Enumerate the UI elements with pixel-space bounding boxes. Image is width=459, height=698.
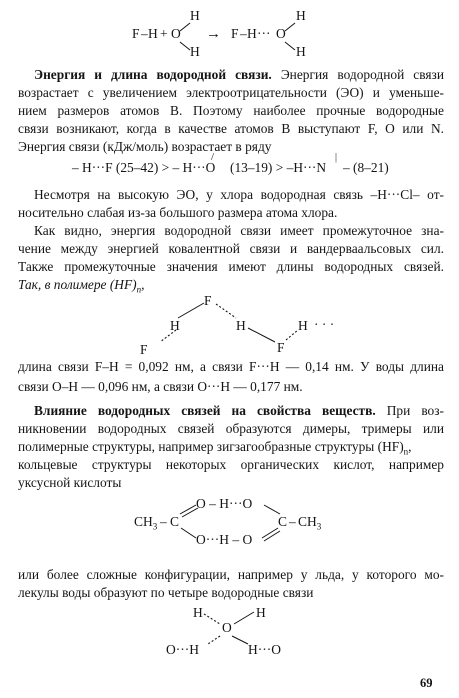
series-part1: – H···F (25–42) > – H···O xyxy=(72,160,216,175)
formula-h: H xyxy=(148,26,158,41)
series-part2: (13–19) > –H···N xyxy=(230,160,327,175)
chain-h2: H xyxy=(236,318,246,333)
series-n-bond: | xyxy=(335,152,338,163)
dimer-right-ch3: $CH_3$ xyxy=(298,514,322,532)
formula-h-bottom: H xyxy=(190,44,200,59)
product-dash: – xyxy=(240,26,247,41)
chain-f3: F xyxy=(277,340,285,355)
product-h: H xyxy=(247,26,257,41)
dimer-left-c: C xyxy=(170,514,180,529)
para3-line4: Так, в полимере $(HF)_n$, xyxy=(18,277,145,295)
para3-line2: чение между энергией ковалентной связи и вандерваальсовых сил. xyxy=(18,241,444,256)
para3-line1: Как видно, энергия водородной связи имеет промежуточное зна- xyxy=(34,223,444,238)
chain-f2: F xyxy=(140,342,148,357)
dimer-bonds xyxy=(174,500,286,544)
series-o-bond: / xyxy=(211,151,215,163)
formula-o: O xyxy=(171,26,181,41)
formula-plus: + xyxy=(160,26,168,41)
chain-h3: H xyxy=(298,318,308,333)
para1-line3: нием размеров атомов В. Поэтому наиболее прочные водородные xyxy=(18,103,444,118)
ice-bonds xyxy=(190,602,270,652)
formula-h-top: H xyxy=(190,8,200,23)
product-h-bottom: H xyxy=(296,44,306,59)
product-h-top: H xyxy=(296,8,306,23)
ice-h-top-left: H xyxy=(193,605,203,620)
formula-dash: – xyxy=(141,26,148,41)
product-dots: ··· xyxy=(257,26,271,41)
product-bonds xyxy=(283,18,299,54)
para5-line5: уксусной кислоты xyxy=(18,475,122,490)
dimer-top: O – H···O xyxy=(196,496,253,511)
para6-line2: лекулы воды образуют по четыре водородные связи xyxy=(18,585,314,600)
product-f: F xyxy=(231,26,239,41)
para5-line2: никновении водородных связей образуются димеры, тримеры или xyxy=(18,421,444,436)
para1-line5: Энергия связи (кДж/моль) возрастает в ряду xyxy=(18,139,272,154)
para5-line3: полимерные структуры, например зигзагообразные структуры $(HF)_n$, xyxy=(18,439,412,457)
para1-line2: возрастает с увеличением электроотрицательности (ЭО) и уменьше- xyxy=(18,85,444,100)
dimer-right-dash: – xyxy=(289,514,296,529)
chain-bonds xyxy=(150,300,300,350)
para3-line3: Также промежуточные значения имеют длины водородных связей. xyxy=(18,259,444,274)
formula-f: F xyxy=(132,26,140,41)
ice-h-top-right: H xyxy=(256,605,266,620)
para1-line4: связи возникают, когда в качестве атомов В выступают F, О или N. xyxy=(18,121,444,136)
section-heading-influence: Влияние водородных связей на свойства веществ. xyxy=(34,403,376,418)
para4-line2: связи O–H — 0,096 нм, а связи O···H — 0,177 нм. xyxy=(18,379,303,394)
page-number: 69 xyxy=(420,676,433,690)
reaction-arrow: → xyxy=(206,26,221,42)
para2-line1: Несмотря на высокую ЭО, у хлора водородная связь –H···Cl– от- xyxy=(34,187,444,202)
dimer-right-c: C xyxy=(278,514,288,529)
dimer-left-ch3: $CH_3$ xyxy=(134,514,158,532)
ice-ho-bottom-right: H···O xyxy=(248,642,281,657)
dimer-bottom: O···H – O xyxy=(196,532,253,547)
ice-oh-bottom-left: O···H xyxy=(166,642,199,657)
para2-line2: носительно слабая из-за большого размера атома хлора. xyxy=(18,205,338,220)
chain-dots: · · · xyxy=(314,317,335,332)
dimer-left-dash: – xyxy=(160,514,167,529)
section-heading-energy: Энергия и длина водородной связи. xyxy=(34,67,272,82)
ice-o-center: O xyxy=(222,620,232,635)
para1-line1: Энергия и длина водородной связи. Энергия водородной связи xyxy=(34,67,444,82)
para4-line1: длина связи F–H = 0,092 нм, а связи F···H — 0,14 нм. У воды длина xyxy=(18,359,444,374)
chain-h1: H xyxy=(170,318,180,333)
para5-line1: Влияние водородных связей на свойства веществ. При воз- xyxy=(34,403,444,418)
formula-bonds-left xyxy=(178,18,194,54)
para5-line4: кольцевые структуры некоторых органических кислот, например xyxy=(18,457,444,472)
series-part3: – (8–21) xyxy=(343,160,389,175)
chain-f1: F xyxy=(204,293,212,308)
para6-line1: или более сложные конфигурации, например у льда, у которого мо- xyxy=(18,567,444,582)
product-o: O xyxy=(276,26,286,41)
